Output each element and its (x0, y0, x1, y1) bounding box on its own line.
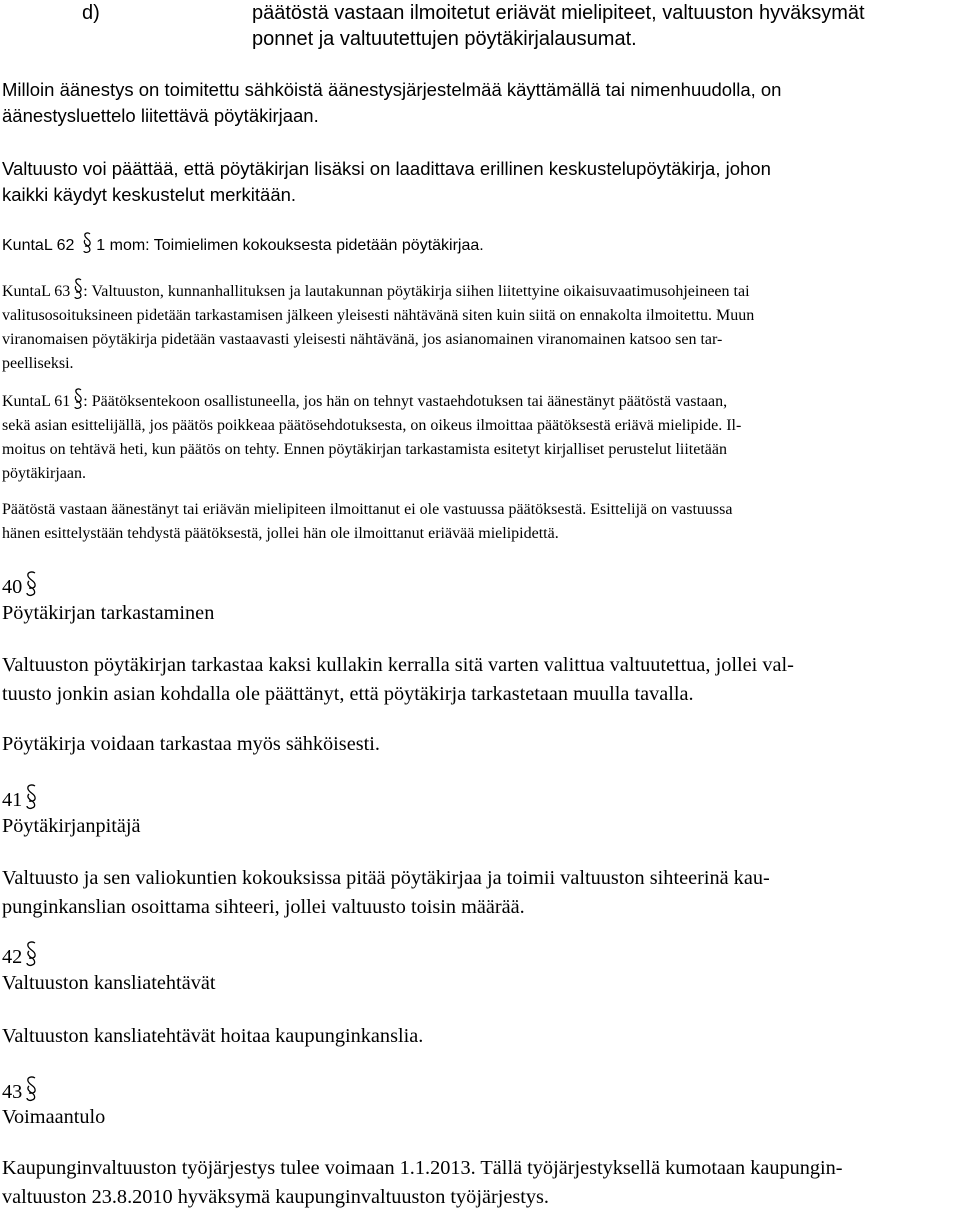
list-item-line: ponnet ja valtuutettujen pöytäkirjalausumat. (252, 28, 637, 50)
section-number-41: 41 (2, 784, 702, 815)
law-quote-text: : Päätöksentekoon osallistuneella, jos hän on tehnyt vastaehdotuksen tai äänestänyt päätöstä vastaan, (83, 393, 728, 410)
section-number-42: 42 (2, 941, 702, 972)
paragraph-line: Pöytäkirja voidaan tarkastaa myös sähköisesti. (2, 733, 380, 755)
paragraph-line: kaikki käydyt keskustelut merkitään. (2, 184, 297, 205)
paragraph-line: valitusosoituksineen pidetään tarkastamisen jälkeen yleisesti nähtävänä siten kuin siitä on ennakolta ilmoitettu. Muun (2, 307, 755, 324)
section-number-40: 40 (2, 571, 702, 602)
section-41-paragraph-1 (2, 864, 954, 922)
list-marker: d) (82, 2, 100, 24)
paragraph-line (2, 388, 954, 414)
section-sign-icon (83, 232, 92, 254)
paragraph-line: tuusto jonkin asian kohdalla ole päättänyt, että pöytäkirja tarkastetaan muulla tavalla. (2, 683, 694, 705)
law-quote-kuntal-62 (2, 232, 954, 258)
section-sign-icon (26, 1076, 37, 1102)
section-title-42: Valtuuston kansliatehtävät (2, 972, 216, 994)
paragraph-line: hänen esittelystään tehdystä päätöksestä, jollei hän ole ilmoittanut eriävää mielipidettä. (2, 525, 559, 542)
paragraph-line: Milloin äänestys on toimitettu sähköistä äänestysjärjestelmää käyttämällä tai nimenhuudolla, on (2, 79, 782, 100)
section-sign-icon (74, 278, 83, 300)
law-reference: KuntaL 63 (2, 283, 71, 300)
paragraph-line (2, 278, 954, 304)
section-title-40: Pöytäkirjan tarkastaminen (2, 602, 215, 624)
section-sign-icon (26, 784, 37, 810)
paragraph-line: peelliseksi. (2, 355, 74, 372)
section-sign-icon (26, 941, 37, 967)
section-42-paragraph-1 (2, 1022, 954, 1051)
section-sign-icon (74, 388, 83, 410)
section-40-paragraph-1 (2, 651, 954, 709)
paragraph-line: Päätöstä vastaan äänestänyt tai eriävän mielipiteen ilmoittanut ei ole vastuussa päätöksestä. Esittelijä on vastuussa (2, 501, 733, 518)
paragraph-line: Valtuuston kansliatehtävät hoitaa kaupunginkanslia. (2, 1025, 424, 1047)
paragraph-line: Valtuuston pöytäkirjan tarkastaa kaksi kullakin kerralla sitä varten valittua valtuutettua, jollei val- (2, 654, 794, 676)
section-title-41: Pöytäkirjanpitäjä (2, 815, 141, 837)
paragraph-line: pöytäkirjaan. (2, 465, 86, 482)
section-40-paragraph-2 (2, 730, 954, 759)
list-item-text (252, 0, 952, 52)
section-title-43: Voimaantulo (2, 1106, 106, 1128)
paragraph-line: viranomaisen pöytäkirja pidetään vastaavasti yleisesti nähtävänä, jos asianomainen viranomainen katsoo sen tar- (2, 331, 723, 348)
section-number-43: 43 (2, 1076, 702, 1107)
paragraph-dissent-responsibility (2, 498, 954, 546)
paragraph-line: moitus on tehtävä heti, kun päätös on tehty. Ennen pöytäkirjan tarkastamista esitetyt kirjalliset perustelut liitetään (2, 441, 727, 458)
law-reference: KuntaL 62 (2, 237, 75, 254)
paragraph-line: punginkanslian osoittama sihteeri, jollei valtuusto toisin määrää. (2, 896, 525, 918)
section-sign-icon (26, 571, 37, 597)
paragraph-line: Valtuusto ja sen valiokuntien kokouksissa pitää pöytäkirjaa ja toimii valtuuston sihteerinä kau- (2, 867, 770, 889)
paragraph-line: Kaupunginvaltuuston työjärjestys tulee voimaan 1.1.2013. Tällä työjärjestyksellä kumotaan kaupungin- (2, 1157, 843, 1179)
paragraph-line: äänestysluettelo liitettävä pöytäkirjaan. (2, 105, 319, 126)
law-quote-text: 1 mom: Toimielimen kokouksesta pidetään pöytäkirjaa. (96, 237, 484, 254)
section-43-paragraph-1 (2, 1154, 954, 1212)
paragraph-vote-list (2, 77, 954, 129)
paragraph-line: sekä asian esittelijällä, jos päätös poikkeaa päätösehdotuksesta, on oikeus ilmoittaa päätöksestä eriävä mielipide. Il- (2, 417, 742, 434)
list-item-line: päätöstä vastaan ilmoitetut eriävät mielipiteet, valtuuston hyväksymät (252, 2, 865, 24)
law-quote-kuntal-61 (2, 388, 954, 486)
law-reference: KuntaL 61 (2, 393, 71, 410)
law-quote-kuntal-63 (2, 278, 954, 376)
law-quote-text: : Valtuuston, kunnanhallituksen ja lautakunnan pöytäkirja siihen liitettyine oikaisuvaatimusohjeineen tai (83, 283, 750, 300)
paragraph-line: valtuuston 23.8.2010 hyväksymä kaupunginvaltuuston työjärjestys. (2, 1186, 549, 1208)
paragraph-line: Valtuusto voi päättää, että pöytäkirjan lisäksi on laadittava erillinen keskustelupöytäkirja, johon (2, 158, 771, 179)
paragraph-discussion-minutes (2, 156, 954, 208)
